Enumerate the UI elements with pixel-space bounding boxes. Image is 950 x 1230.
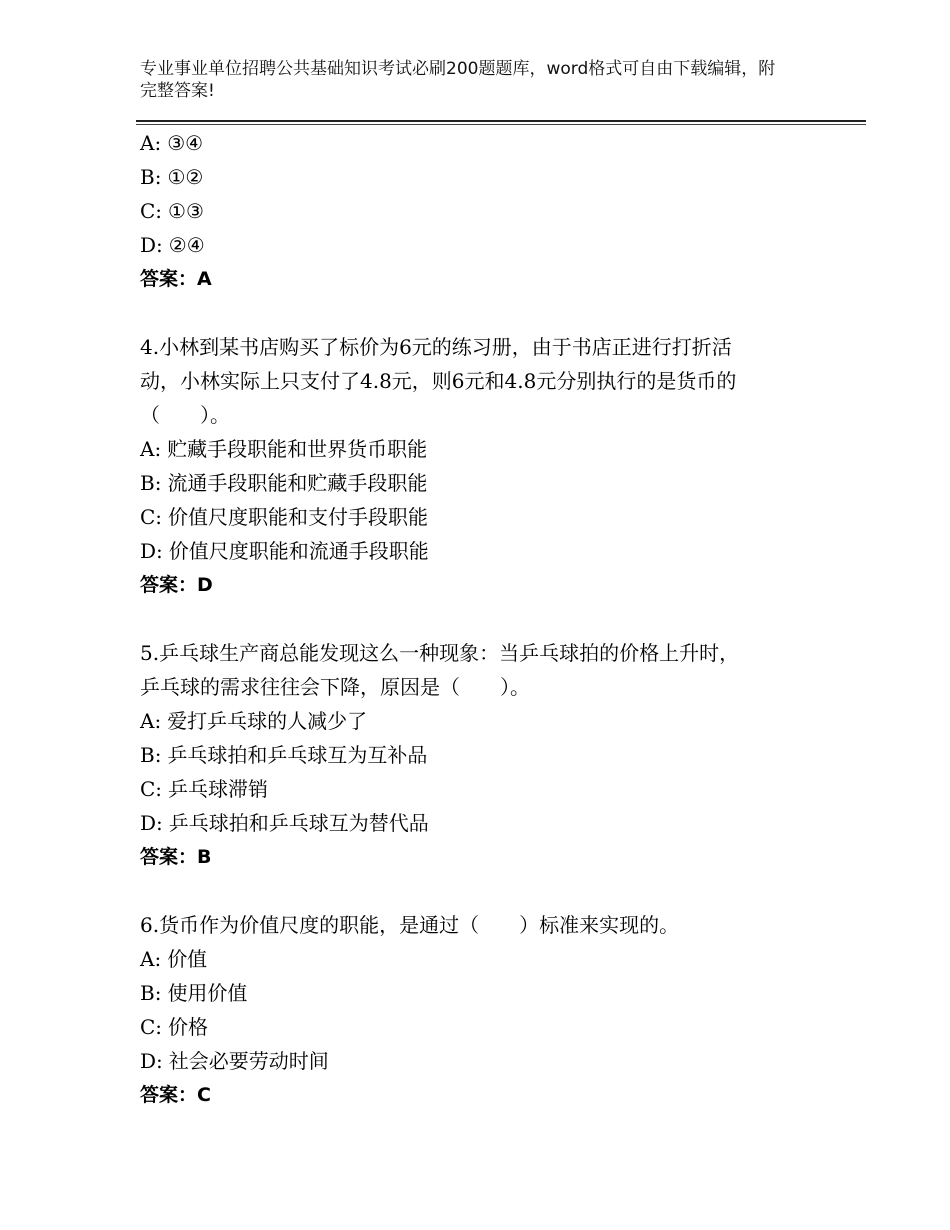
question-block-5 xyxy=(140,636,820,874)
question-block-6 xyxy=(140,908,820,1112)
question-text: 6.货币作为价值尺度的职能，是通过（ ）标准来实现的。 xyxy=(140,913,680,937)
answer-line: 答案：A xyxy=(140,268,212,290)
question-block-4 xyxy=(140,330,820,602)
question-text: 动，小林实际上只支付了4.8元，则6元和4.8元分别执行的是货币的 xyxy=(140,369,737,393)
option-d: D: 社会必要劳动时间 xyxy=(140,1049,329,1073)
question-text: 5.乒乓球生产商总能发现这么一种现象：当乒乓球拍的价格上升时， xyxy=(140,641,740,665)
question-block-3 xyxy=(140,126,820,296)
option-a: A: 价值 xyxy=(140,947,208,971)
option-c: C: 价值尺度职能和支付手段职能 xyxy=(140,505,429,529)
option-d: D: 价值尺度职能和流通手段职能 xyxy=(140,539,429,563)
question-list xyxy=(140,126,820,1112)
question-text: 乒乓球的需求往往会下降，原因是（ ）。 xyxy=(140,675,530,699)
option-d: D: 乒乓球拍和乒乓球互为替代品 xyxy=(140,811,429,835)
header-divider-thin xyxy=(136,124,866,125)
document-header: 专业事业单位招聘公共基础知识考试必刷200题题库，word格式可自由下载编辑，附完整答案! xyxy=(140,59,776,101)
option-c: C: 乒乓球滞销 xyxy=(140,777,269,801)
option-b: B: ①② xyxy=(140,165,204,189)
option-b: B: 使用价值 xyxy=(140,981,248,1005)
header-divider xyxy=(136,120,866,122)
answer-line: 答案：D xyxy=(140,574,213,596)
option-c: C: ①③ xyxy=(140,199,204,223)
option-a: A: ③④ xyxy=(140,131,204,155)
option-d: D: ②④ xyxy=(140,233,205,257)
option-a: A: 爱打乒乓球的人减少了 xyxy=(140,709,368,733)
option-b: B: 乒乓球拍和乒乓球互为互补品 xyxy=(140,743,428,767)
answer-line: 答案：C xyxy=(140,1084,211,1106)
option-c: C: 价格 xyxy=(140,1015,209,1039)
option-b: B: 流通手段职能和贮藏手段职能 xyxy=(140,471,428,495)
question-text: 4.小林到某书店购买了标价为6元的练习册，由于书店正进行打折活 xyxy=(140,335,732,359)
option-a: A: 贮藏手段职能和世界货币职能 xyxy=(140,437,428,461)
answer-line: 答案：B xyxy=(140,846,212,868)
question-text: （ ）。 xyxy=(140,403,230,427)
